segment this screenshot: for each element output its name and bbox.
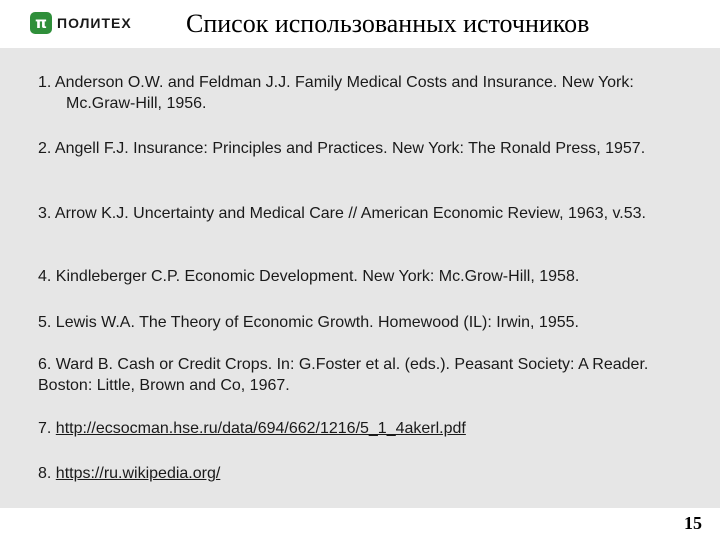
reference-item-7 — [38, 418, 688, 439]
reference-item-4: 4. Kindleberger C.P. Economic Development. New York: Mc.Grow-Hill, 1958. — [38, 268, 580, 285]
reference-link[interactable]: http://ecsocman.hse.ru/data/694/662/1216/5_1_4akerl.pdf — [55, 420, 466, 437]
reference-number: 8. — [38, 465, 56, 482]
reference-item-1: 1. Anderson O.W. and Feldman J.J. Family Medical Costs and Insurance. New York: Mc.Graw-Hill, 1956. — [38, 74, 634, 112]
reference-item-2: 2. Angell F.J. Insurance: Principles and Practices. New York: The Ronald Press, 1957. — [38, 140, 646, 157]
logo-text: ПОЛИТЕХ — [57, 15, 132, 31]
reference-item-6: 6. Ward B. Cash or Credit Crops. In: G.Foster et al. (eds.). Peasant Society: A Reader. Boston: Little, Brown and Co, 1967. — [38, 356, 649, 394]
politech-logo — [30, 11, 132, 35]
page-title: Список использованных источников — [186, 9, 590, 38]
reference-number: 7. — [38, 420, 56, 437]
reference-item-8 — [38, 463, 688, 484]
logo-pi-icon: π — [30, 12, 52, 34]
reference-item-5: 5. Lewis W.A. The Theory of Economic Growth. Homewood (IL): Irwin, 1955. — [38, 314, 579, 331]
reference-link[interactable]: https://ru.wikipedia.org/ — [55, 465, 221, 482]
slide-header — [0, 0, 720, 48]
reference-item-3: 3. Arrow K.J. Uncertainty and Medical Care // American Economic Review, 1963, v.53. — [38, 205, 646, 222]
page-number: 15 — [684, 513, 702, 533]
